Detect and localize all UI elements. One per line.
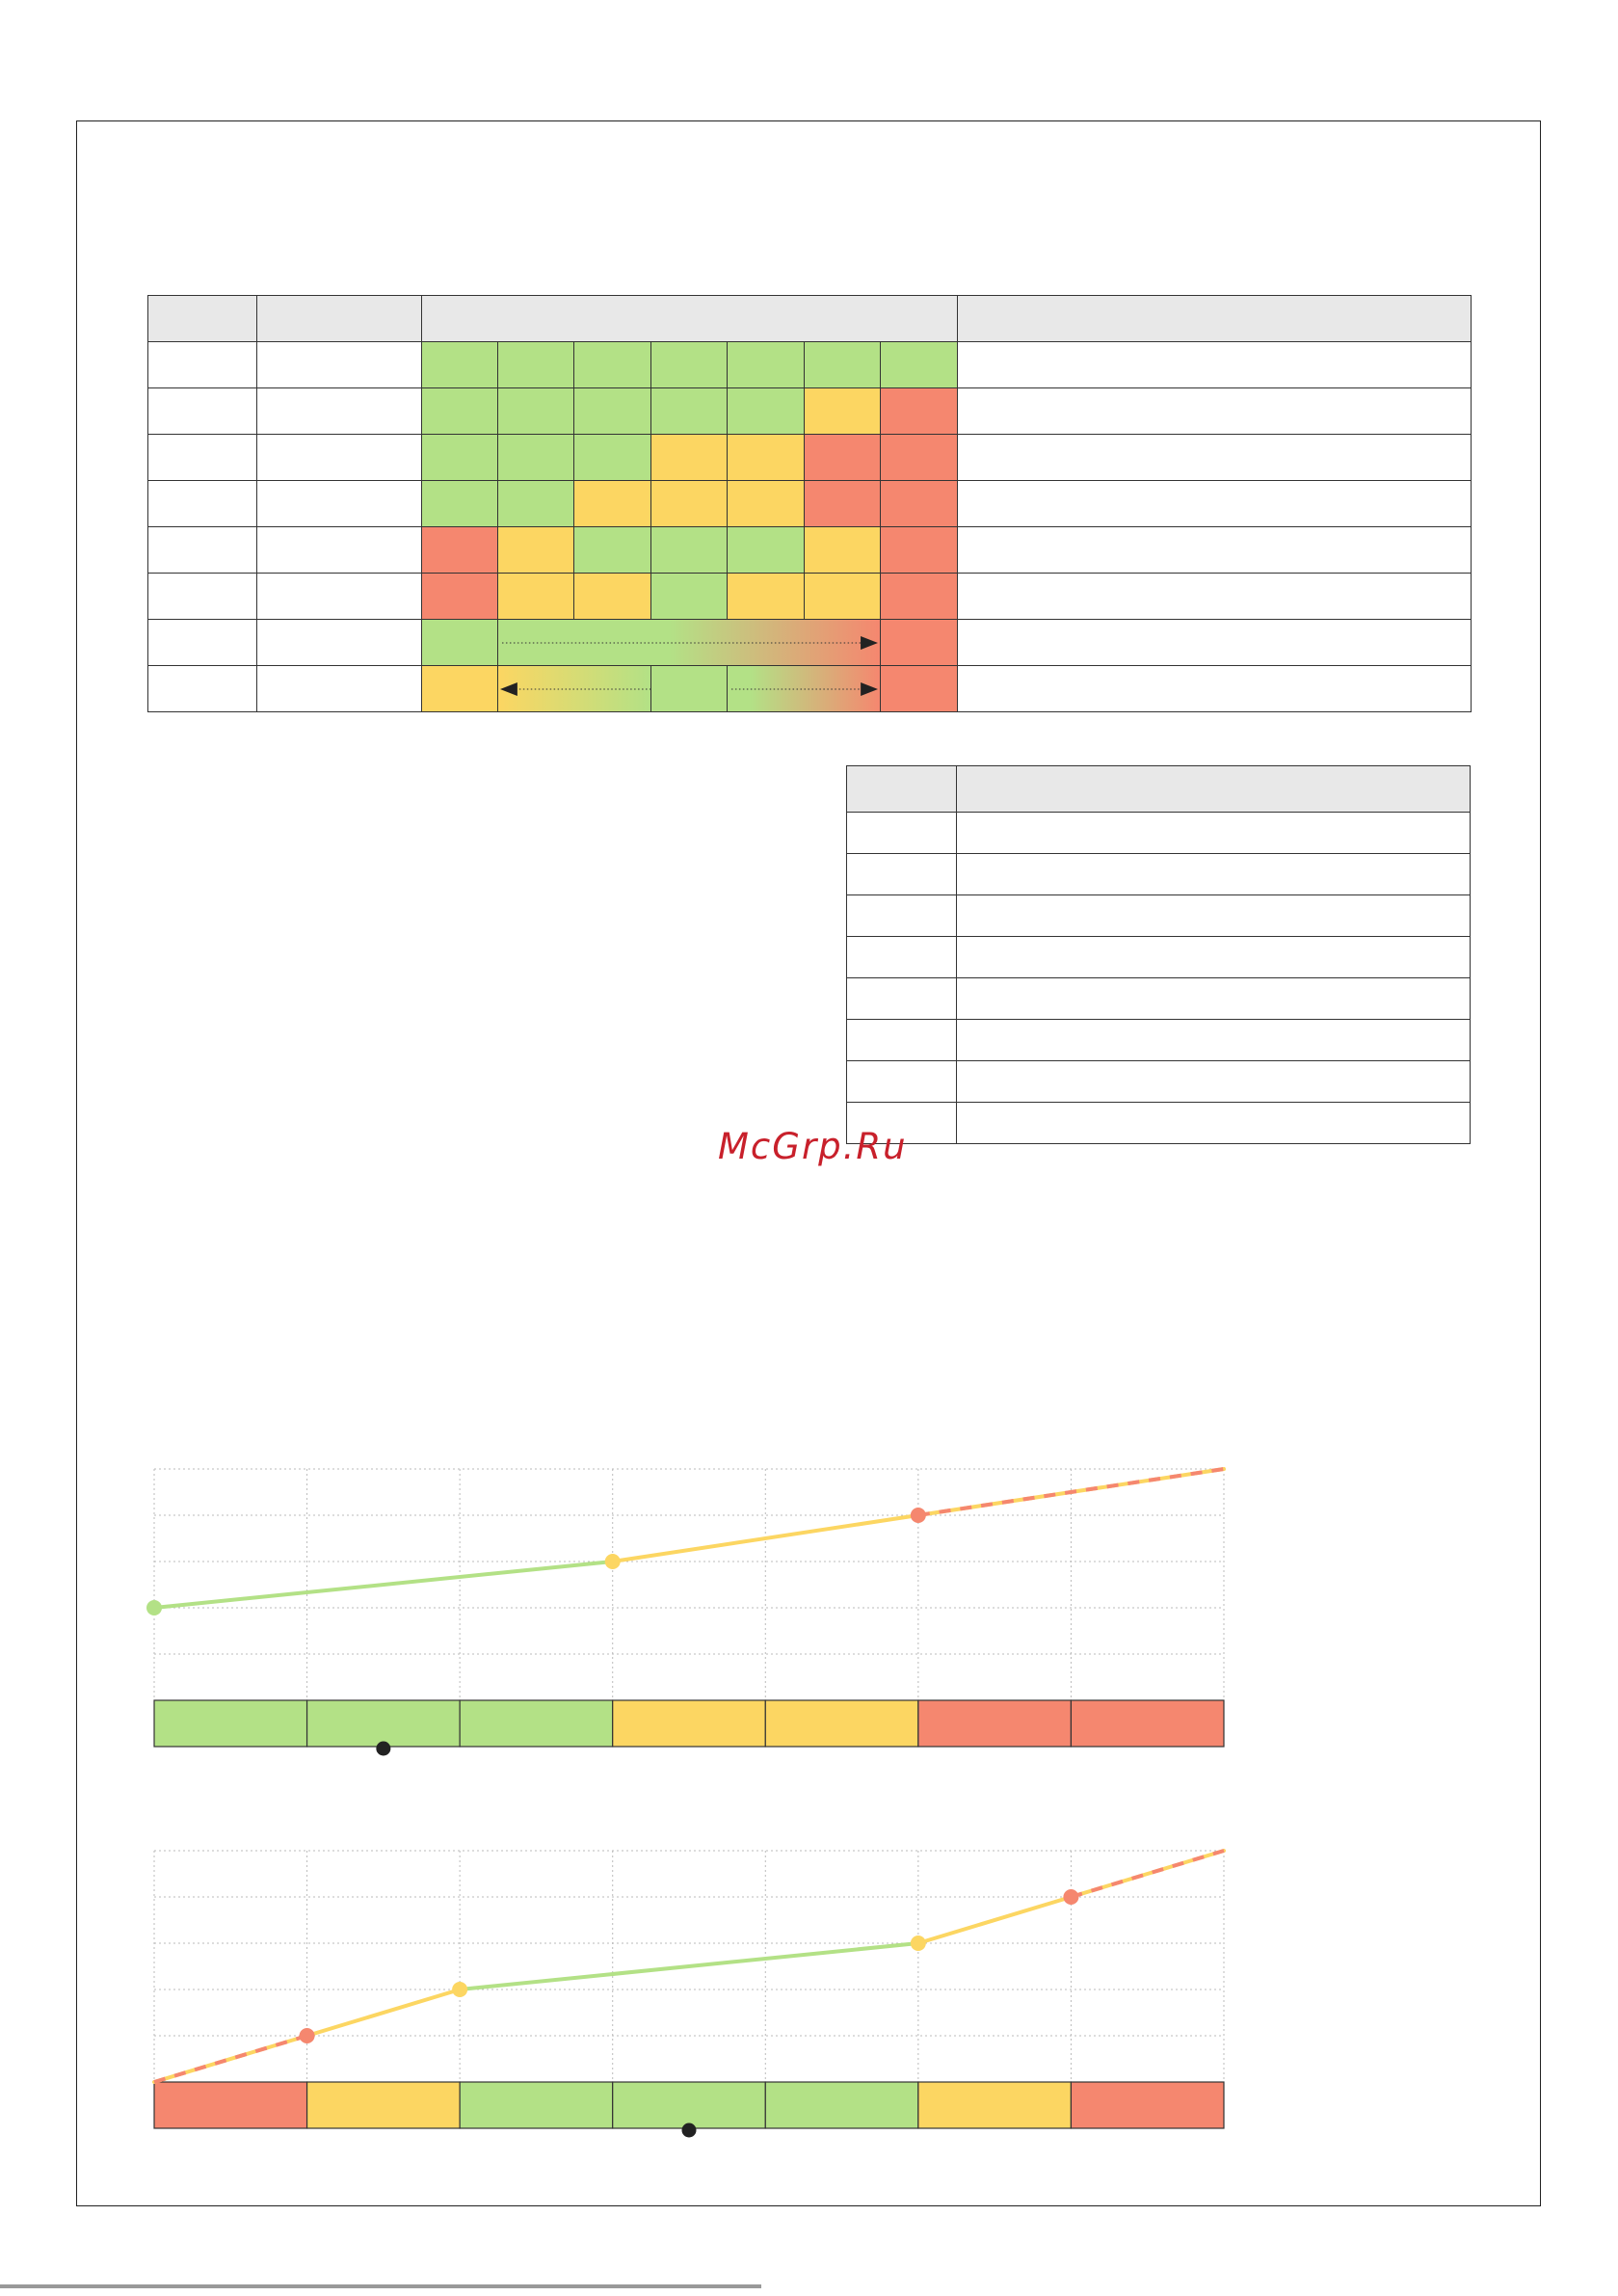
scale-cell-yellow (805, 527, 881, 574)
legend-header-col-2 (957, 766, 1471, 813)
scale-cell-green (574, 388, 651, 435)
row-note (958, 666, 1472, 712)
legend-table-header (847, 766, 1471, 813)
scale-cell-green (651, 574, 728, 620)
legend-desc-cell (957, 937, 1471, 978)
row-note (958, 388, 1472, 435)
zone-band-green (765, 2082, 918, 2128)
scale-cell-green (881, 342, 958, 388)
row-value (257, 435, 422, 481)
legend-desc-cell (957, 895, 1471, 937)
zone-band-green (307, 1700, 461, 1747)
scale-cell-red (422, 527, 498, 574)
row-note (958, 481, 1472, 527)
row-label (148, 666, 257, 712)
legend-desc-cell (957, 978, 1471, 1020)
scale-cell-green (728, 342, 805, 388)
watermark-text: McGrp.Ru (718, 1126, 908, 1167)
scale-cell-yellow (728, 481, 805, 527)
bottom-scan-line (0, 2284, 761, 2288)
legend-row (847, 895, 1471, 937)
chart-2-svg (145, 1837, 1233, 2126)
data-point-yellow (911, 1936, 926, 1951)
table-row (148, 620, 1472, 666)
legend-row (847, 813, 1471, 854)
series-segment-green (460, 1943, 918, 1989)
scale-cell-green (728, 388, 805, 435)
scale-cell-yellow (422, 666, 498, 712)
zone-band-red (1071, 1700, 1224, 1747)
scale-cell-yellow (498, 527, 574, 574)
legend-desc-cell (957, 1020, 1471, 1061)
legend-row (847, 1061, 1471, 1103)
scale-cell-yellow (728, 435, 805, 481)
arrow-head-left (500, 682, 517, 696)
row-note (958, 574, 1472, 620)
scale-cell-red (881, 388, 958, 435)
scale-cell-green (651, 527, 728, 574)
zone-band-green (460, 1700, 613, 1747)
row-value (257, 574, 422, 620)
arrow-head-right (861, 636, 878, 650)
position-marker-dot (376, 1742, 390, 1756)
scale-cell-red (881, 574, 958, 620)
scale-cell-green (422, 342, 498, 388)
scale-cell-green (422, 435, 498, 481)
legend-key-cell (847, 854, 957, 895)
header-col-note (958, 296, 1472, 342)
data-point-yellow (605, 1554, 621, 1569)
zone-band-green (613, 2082, 766, 2128)
arrow-head-right (861, 682, 878, 696)
row-label (148, 481, 257, 527)
legend-key-cell (847, 895, 957, 937)
scale-cell-green (422, 388, 498, 435)
zone-band-red (154, 2082, 307, 2128)
series-segment-yellow (307, 1989, 461, 2036)
scale-cell-yellow (805, 574, 881, 620)
legend-row (847, 1020, 1471, 1061)
table-row (148, 388, 1472, 435)
scale-cell-green (574, 527, 651, 574)
legend-key-cell (847, 978, 957, 1020)
legend-row (847, 937, 1471, 978)
chart-1 (145, 1455, 1233, 1745)
scale-cell-green (422, 481, 498, 527)
range-arrow (498, 666, 650, 711)
data-point-green (146, 1600, 162, 1615)
scale-gradient-span (498, 666, 651, 712)
scale-cell-green (651, 388, 728, 435)
series-segment-yellow (918, 1897, 1072, 1943)
scale-cell-green (574, 435, 651, 481)
row-value (257, 666, 422, 712)
table-row (148, 666, 1472, 712)
legend-header-col-1 (847, 766, 957, 813)
legend-desc-cell (957, 1103, 1471, 1144)
scale-cell-green (805, 342, 881, 388)
legend-desc-cell (957, 854, 1471, 895)
scale-cell-yellow (574, 481, 651, 527)
scale-cell-red (805, 435, 881, 481)
series-segment-green (154, 1562, 613, 1608)
row-value (257, 481, 422, 527)
row-value (257, 620, 422, 666)
scale-cell-yellow (728, 574, 805, 620)
row-label (148, 388, 257, 435)
zone-band-yellow (307, 2082, 461, 2128)
legend-key-cell (847, 937, 957, 978)
legend-row (847, 1103, 1471, 1144)
data-point-red (300, 2028, 315, 2043)
header-col-scale (422, 296, 958, 342)
range-arrow (728, 666, 880, 711)
scale-cell-green (498, 435, 574, 481)
table-row (148, 527, 1472, 574)
scale-cell-green (574, 342, 651, 388)
range-arrow (498, 620, 880, 665)
scale-cell-green (498, 388, 574, 435)
scale-gradient-span (498, 620, 881, 666)
scale-cell-red (881, 527, 958, 574)
scale-cell-red (881, 435, 958, 481)
legend-key-cell (847, 813, 957, 854)
scale-cell-yellow (574, 574, 651, 620)
scale-cell-green (651, 666, 728, 712)
scale-cell-green (498, 481, 574, 527)
scale-cell-green (498, 342, 574, 388)
scale-cell-green (422, 620, 498, 666)
legend-desc-cell (957, 813, 1471, 854)
data-point-red (911, 1508, 926, 1523)
scale-cell-red (881, 481, 958, 527)
table-row (148, 435, 1472, 481)
legend-row (847, 854, 1471, 895)
scale-cell-yellow (498, 574, 574, 620)
scale-cell-red (805, 481, 881, 527)
legend-desc-cell (957, 1061, 1471, 1103)
scale-cell-yellow (805, 388, 881, 435)
row-value (257, 388, 422, 435)
zone-band-green (460, 2082, 613, 2128)
scale-cell-green (728, 527, 805, 574)
row-label (148, 620, 257, 666)
row-label (148, 574, 257, 620)
scale-cell-green (651, 342, 728, 388)
row-note (958, 435, 1472, 481)
header-col-2 (257, 296, 422, 342)
legend-key-cell (847, 1020, 957, 1061)
row-note (958, 342, 1472, 388)
scale-cell-red (881, 620, 958, 666)
row-label (148, 435, 257, 481)
header-col-1 (148, 296, 257, 342)
position-marker-dot (682, 2123, 697, 2138)
table-row (148, 342, 1472, 388)
scale-cell-yellow (651, 481, 728, 527)
zone-band-yellow (765, 1700, 918, 1747)
zone-band-yellow (918, 2082, 1072, 2128)
main-table (147, 295, 1472, 712)
legend-table (846, 765, 1471, 1144)
row-label (148, 527, 257, 574)
row-note (958, 527, 1472, 574)
row-value (257, 342, 422, 388)
data-point-yellow (452, 1982, 467, 1997)
legend-row (847, 978, 1471, 1020)
zone-band-yellow (613, 1700, 766, 1747)
scale-gradient-span (728, 666, 881, 712)
row-note (958, 620, 1472, 666)
zone-band-green (154, 1700, 307, 1747)
scale-cell-yellow (651, 435, 728, 481)
table-row (148, 574, 1472, 620)
zone-band-red (918, 1700, 1072, 1747)
zone-band-red (1071, 2082, 1224, 2128)
chart-1-svg (145, 1455, 1233, 1745)
table-row (148, 481, 1472, 527)
row-label (148, 342, 257, 388)
row-value (257, 527, 422, 574)
scale-cell-red (881, 666, 958, 712)
main-table-header (148, 296, 1472, 342)
legend-key-cell (847, 1061, 957, 1103)
scale-cell-red (422, 574, 498, 620)
chart-2 (145, 1837, 1233, 2126)
data-point-red (1063, 1889, 1078, 1905)
